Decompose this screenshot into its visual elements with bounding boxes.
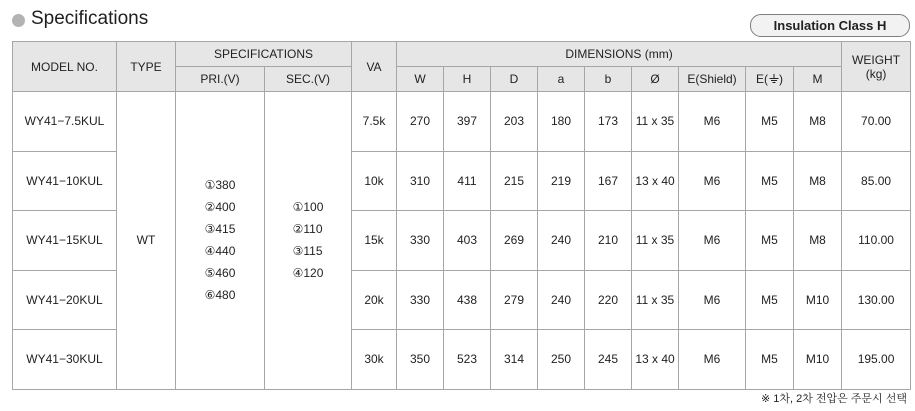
cell-w: 330 (397, 270, 444, 330)
cell-weight: 70.00 (842, 92, 911, 152)
cell-va: 10k (352, 151, 397, 211)
cell-dia: 13 x 40 (632, 330, 679, 390)
cell-e-ground: M5 (746, 151, 794, 211)
cell-type: WT (117, 92, 176, 390)
cell-e-shield: M6 (679, 270, 746, 330)
cell-va: 20k (352, 270, 397, 330)
pri-value: ⑤460 (204, 266, 236, 281)
pri-value: ①380 (204, 178, 236, 193)
cell-weight: 195.00 (842, 330, 911, 390)
cell-weight: 110.00 (842, 211, 911, 271)
header-weight-unit: (kg) (865, 66, 887, 81)
cell-m: M8 (794, 92, 842, 152)
cell-va: 7.5k (352, 92, 397, 152)
cell-e-ground: M5 (746, 211, 794, 271)
cell-e-ground: M5 (746, 270, 794, 330)
header-e-ground-suffix: ) (779, 72, 783, 86)
bullet-icon (12, 14, 25, 27)
pri-value: ③415 (204, 222, 236, 237)
header-sec: SEC.(V) (265, 67, 352, 92)
sec-value: ①100 (292, 200, 324, 215)
cell-h: 523 (444, 330, 491, 390)
header-weight (842, 42, 911, 92)
header-d: D (491, 67, 538, 92)
cell-dia: 11 x 35 (632, 92, 679, 152)
cell-h: 397 (444, 92, 491, 152)
cell-dia: 11 x 35 (632, 211, 679, 271)
cell-e-ground: M5 (746, 92, 794, 152)
cell-w: 350 (397, 330, 444, 390)
header-a: a (538, 67, 585, 92)
cell-a: 240 (538, 270, 585, 330)
cell-h: 411 (444, 151, 491, 211)
cell-weight: 85.00 (842, 151, 911, 211)
header-dia: Ø (632, 67, 679, 92)
pri-value: ⑥480 (204, 288, 236, 303)
cell-model: WY41−15KUL (13, 211, 117, 271)
cell-m: M10 (794, 330, 842, 390)
cell-e-shield: M6 (679, 151, 746, 211)
cell-dia: 13 x 40 (632, 151, 679, 211)
header-w: W (397, 67, 444, 92)
header-b: b (585, 67, 632, 92)
cell-d: 215 (491, 151, 538, 211)
sec-value: ②110 (292, 222, 323, 237)
cell-e-shield: M6 (679, 211, 746, 271)
cell-b: 220 (585, 270, 632, 330)
cell-model: WY41−7.5KUL (13, 92, 117, 152)
cell-b: 167 (585, 151, 632, 211)
cell-va: 30k (352, 330, 397, 390)
cell-e-shield: M6 (679, 330, 746, 390)
cell-a: 180 (538, 92, 585, 152)
insulation-class-badge: Insulation Class H (750, 14, 910, 37)
cell-w: 310 (397, 151, 444, 211)
cell-d: 203 (491, 92, 538, 152)
header-e-ground-prefix: E( (756, 72, 768, 86)
header-weight-label: WEIGHT (852, 52, 901, 67)
header-va: VA (352, 42, 397, 92)
cell-a: 219 (538, 151, 585, 211)
pri-value: ②400 (204, 200, 236, 215)
cell-d: 279 (491, 270, 538, 330)
cell-a: 240 (538, 211, 585, 271)
header-e-ground (746, 67, 794, 92)
cell-model: WY41−20KUL (13, 270, 117, 330)
cell-sec-list (265, 92, 352, 390)
header-type: TYPE (117, 42, 176, 92)
cell-e-ground: M5 (746, 330, 794, 390)
header-m: M (794, 67, 842, 92)
cell-weight: 130.00 (842, 270, 911, 330)
cell-d: 269 (491, 211, 538, 271)
cell-model: WY41−30KUL (13, 330, 117, 390)
pri-value: ④440 (204, 244, 236, 259)
cell-va: 15k (352, 211, 397, 271)
cell-b: 210 (585, 211, 632, 271)
page-title: Specifications (31, 8, 149, 29)
sec-value: ④120 (292, 266, 324, 281)
header-dimensions: DIMENSIONS (mm) (397, 42, 842, 67)
cell-pri-list (176, 92, 265, 390)
table-row (13, 92, 911, 152)
cell-h: 403 (444, 211, 491, 271)
cell-d: 314 (491, 330, 538, 390)
cell-b: 173 (585, 92, 632, 152)
header-model-no: MODEL NO. (13, 42, 117, 92)
cell-e-shield: M6 (679, 92, 746, 152)
header-specifications: SPECIFICATIONS (176, 42, 352, 67)
cell-model: WY41−10KUL (13, 151, 117, 211)
cell-w: 330 (397, 211, 444, 271)
cell-h: 438 (444, 270, 491, 330)
header-h: H (444, 67, 491, 92)
cell-a: 250 (538, 330, 585, 390)
header-e-shield: E(Shield) (679, 67, 746, 92)
cell-dia: 11 x 35 (632, 270, 679, 330)
section-title-group (12, 8, 148, 30)
header-pri: PRI.(V) (176, 67, 265, 92)
specifications-table (12, 41, 911, 390)
cell-m: M10 (794, 270, 842, 330)
ground-icon (769, 74, 778, 84)
cell-m: M8 (794, 211, 842, 271)
sec-value: ③115 (292, 244, 323, 259)
cell-w: 270 (397, 92, 444, 152)
cell-m: M8 (794, 151, 842, 211)
cell-b: 245 (585, 330, 632, 390)
footnote: ※ 1차, 2차 전압은 주문시 선택 (760, 393, 907, 405)
